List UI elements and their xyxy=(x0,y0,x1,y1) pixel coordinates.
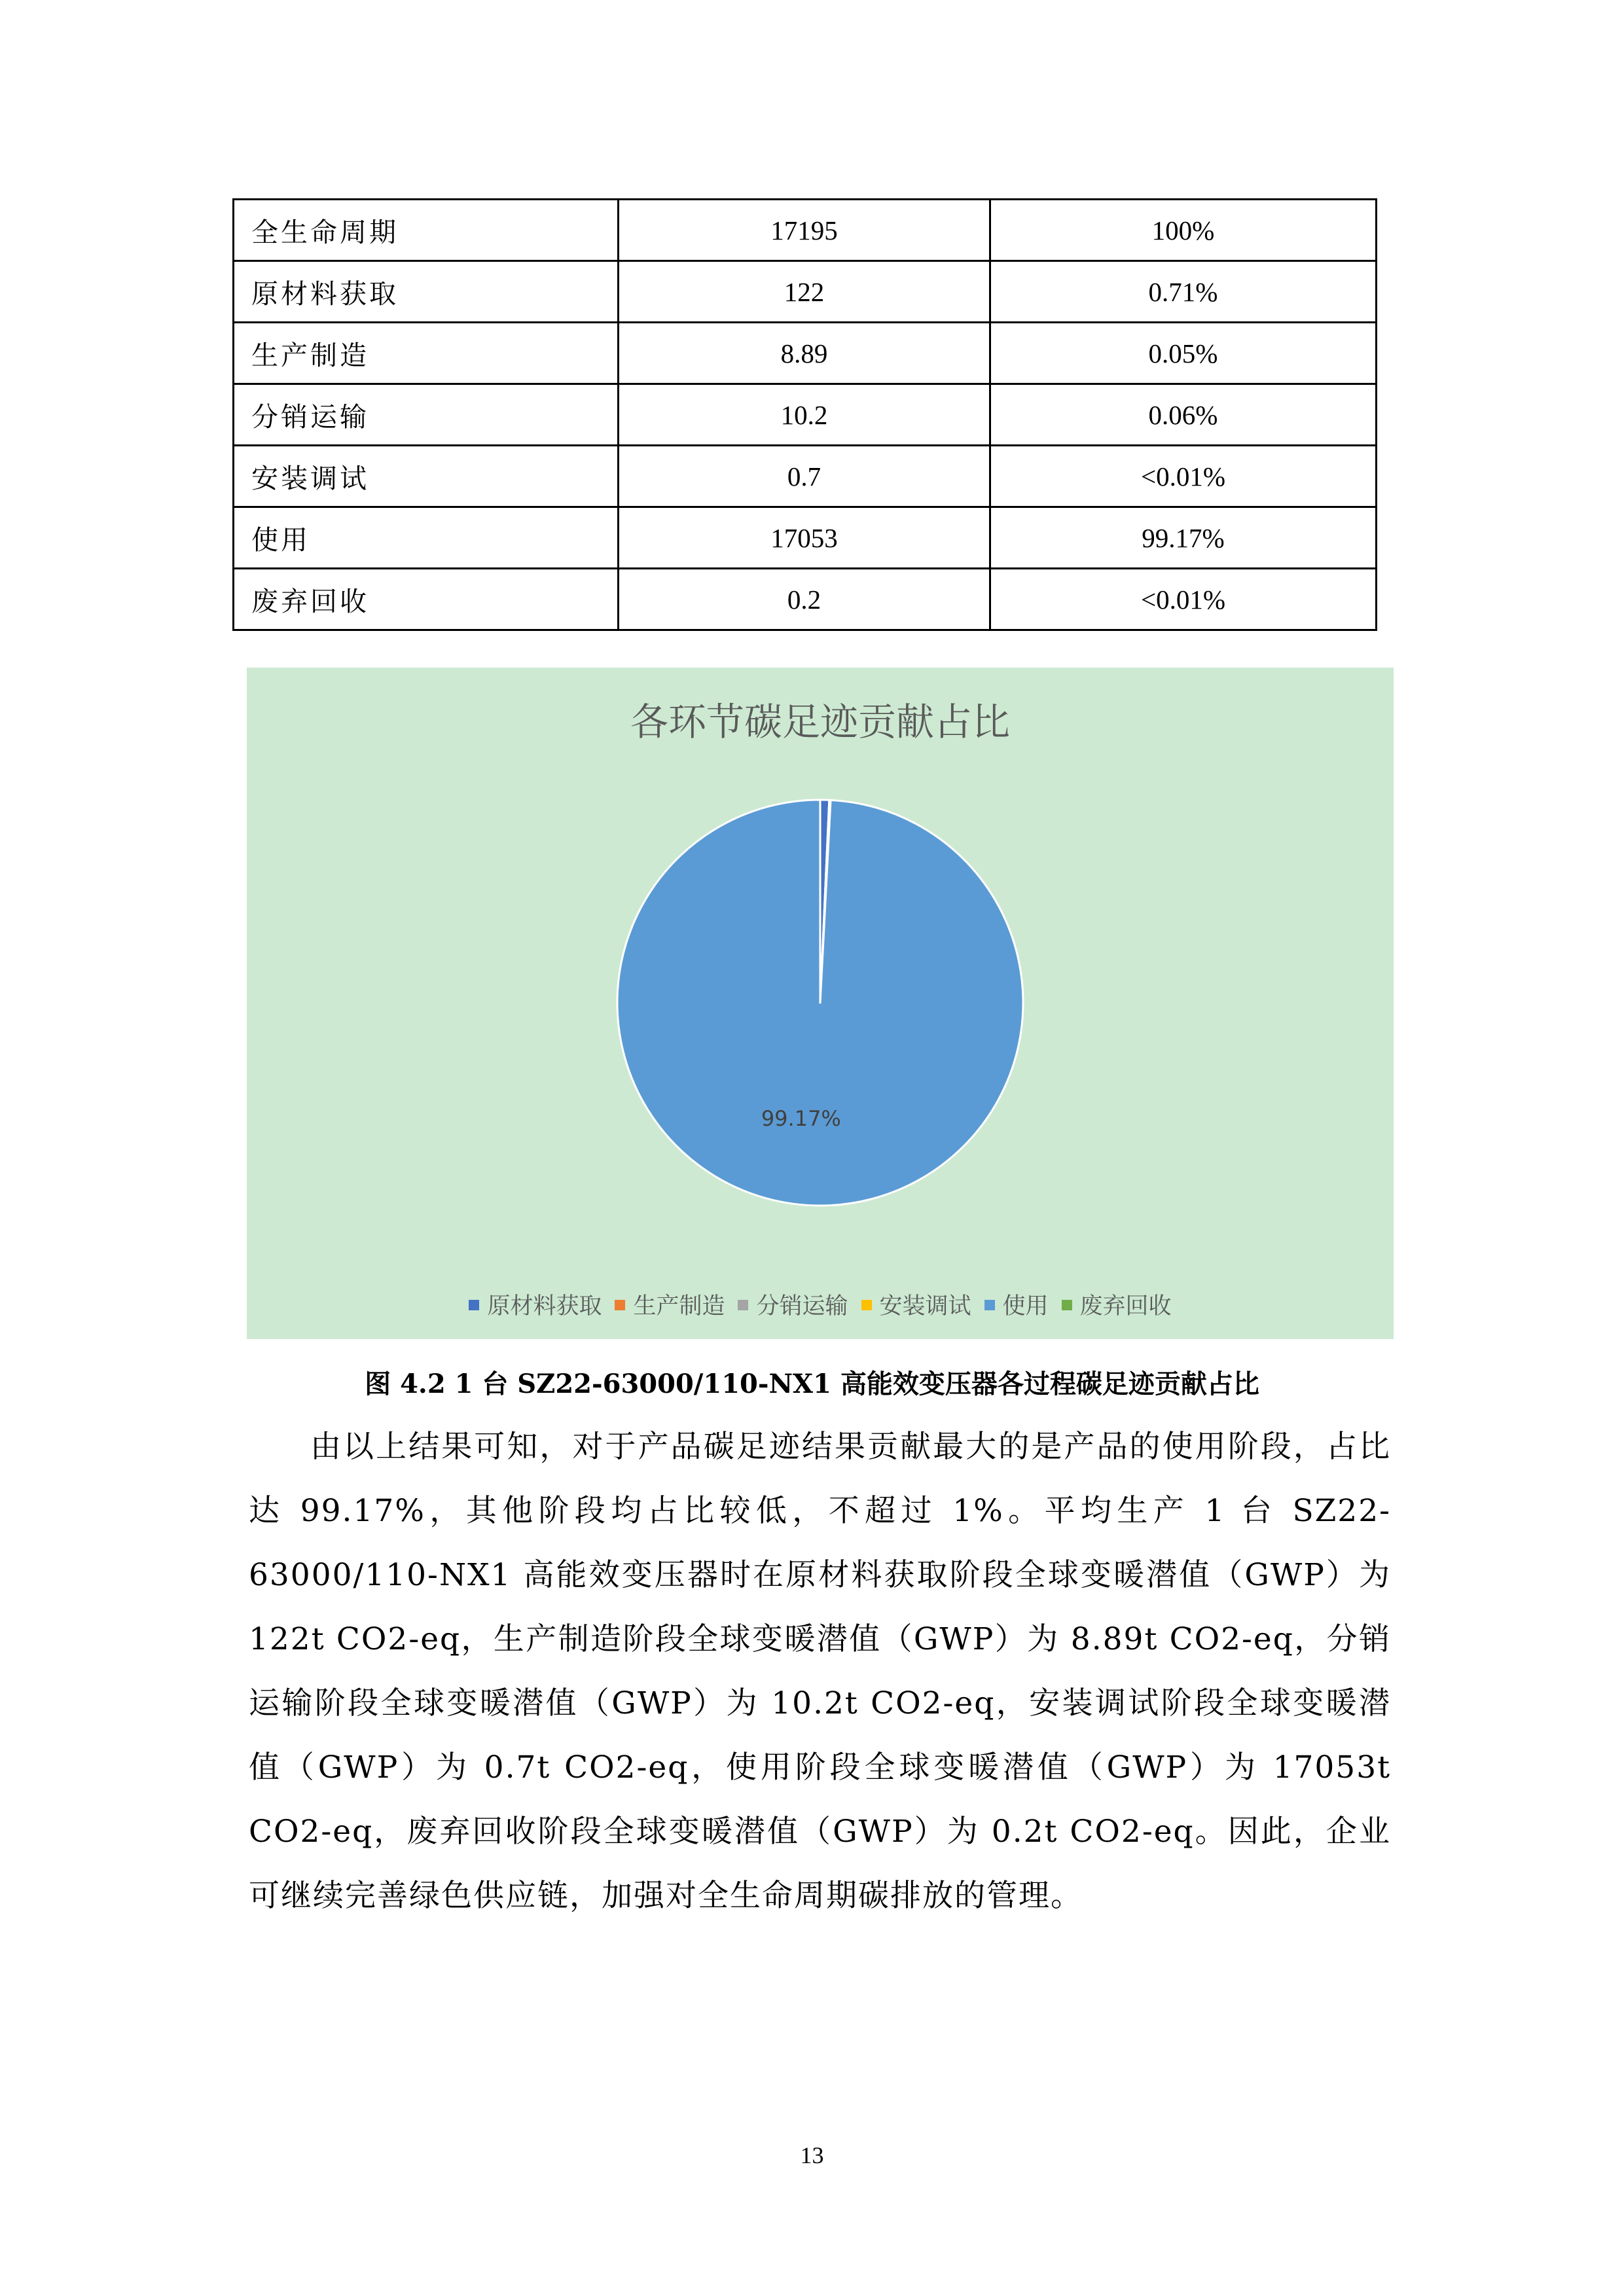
stage-cell: 生产制造 xyxy=(234,323,619,384)
emission-value-cell: 8.89 xyxy=(619,323,990,384)
legend-item xyxy=(1062,1288,1172,1321)
legend-item xyxy=(738,1288,848,1321)
pie-plot-area xyxy=(247,668,1394,1339)
legend-label: 使用 xyxy=(1002,1293,1049,1319)
legend-item xyxy=(469,1288,602,1321)
legend-swatch xyxy=(615,1300,625,1310)
carbon-footprint-table xyxy=(232,198,1377,631)
legend-label: 废弃回收 xyxy=(1079,1293,1172,1319)
stage-cell: 使用 xyxy=(234,507,619,569)
emission-value-cell: 17195 xyxy=(619,200,990,261)
share-percent-cell: <0.01% xyxy=(990,569,1377,630)
legend-label: 原材料获取 xyxy=(487,1293,602,1319)
pie-data-label: 99.17% xyxy=(761,1106,841,1132)
stage-cell: 安装调试 xyxy=(234,446,619,507)
pie-chart xyxy=(247,668,1394,1339)
legend-label: 分销运输 xyxy=(756,1293,848,1319)
stage-cell: 废弃回收 xyxy=(234,569,619,630)
emission-value-cell: 17053 xyxy=(619,507,990,569)
legend-label: 安装调试 xyxy=(879,1293,971,1319)
legend-item xyxy=(861,1288,971,1321)
page-number: 13 xyxy=(800,2142,824,2168)
chart-legend xyxy=(247,1288,1394,1321)
table-row xyxy=(234,384,1377,446)
share-percent-cell: 0.06% xyxy=(990,384,1377,446)
emission-value-cell: 0.2 xyxy=(619,569,990,630)
table-row xyxy=(234,200,1377,261)
share-percent-cell: <0.01% xyxy=(990,446,1377,507)
table-row xyxy=(234,507,1377,569)
share-percent-cell: 99.17% xyxy=(990,507,1377,569)
stage-cell: 分销运输 xyxy=(234,384,619,446)
emission-value-cell: 10.2 xyxy=(619,384,990,446)
legend-item xyxy=(615,1288,725,1321)
stage-cell: 原材料获取 xyxy=(234,261,619,323)
legend-swatch xyxy=(861,1300,872,1310)
table-row xyxy=(234,446,1377,507)
table-row xyxy=(234,569,1377,630)
legend-swatch xyxy=(738,1300,748,1310)
emission-value-cell: 0.7 xyxy=(619,446,990,507)
share-percent-cell: 0.05% xyxy=(990,323,1377,384)
emission-value-cell: 122 xyxy=(619,261,990,323)
share-percent-cell: 0.71% xyxy=(990,261,1377,323)
table-row xyxy=(234,323,1377,384)
figure-caption: 图 4.2 1 台 SZ22-63000/110-NX1 高能效变压器各过程碳足迹贡献占比 xyxy=(365,1369,1259,1399)
legend-label: 生产制造 xyxy=(633,1293,725,1319)
legend-swatch xyxy=(984,1300,995,1310)
legend-item xyxy=(984,1288,1049,1321)
legend-swatch xyxy=(469,1300,479,1310)
share-percent-cell: 100% xyxy=(990,200,1377,261)
stage-cell: 全生命周期 xyxy=(234,200,619,261)
body-paragraph: 由以上结果可知，对于产品碳足迹结果贡献最大的是产品的使用阶段，占比达 99.17%，其他阶段均占比较低，不超过 1%。平均生产 1 台 SZ22-63000/110-NX1 高能效变压器时在原材料获取阶段全球变暖潜值（GWP）为 122t CO2-eq，生产制造阶段全球变暖潜值（GWP）为 8.89t CO2-eq，分销运输阶段全球变暖潜值（GWP）为 10.2t CO2-eq，安装调试阶段全球变暖潜值（GWP）为 0.7t CO2-eq，使用阶段全球变暖潜值（GWP）为 17053t CO2-eq，废弃回收阶段全球变暖潜值（GWP）为 0.2t CO2-eq。因此，企业可继续完善绿色供应链，加强对全生命周期碳排放的管理。 xyxy=(249,1429,1391,1914)
table-row xyxy=(234,261,1377,323)
legend-swatch xyxy=(1062,1300,1072,1310)
chart-title: 各环节碳足迹贡献占比 xyxy=(630,700,1010,744)
